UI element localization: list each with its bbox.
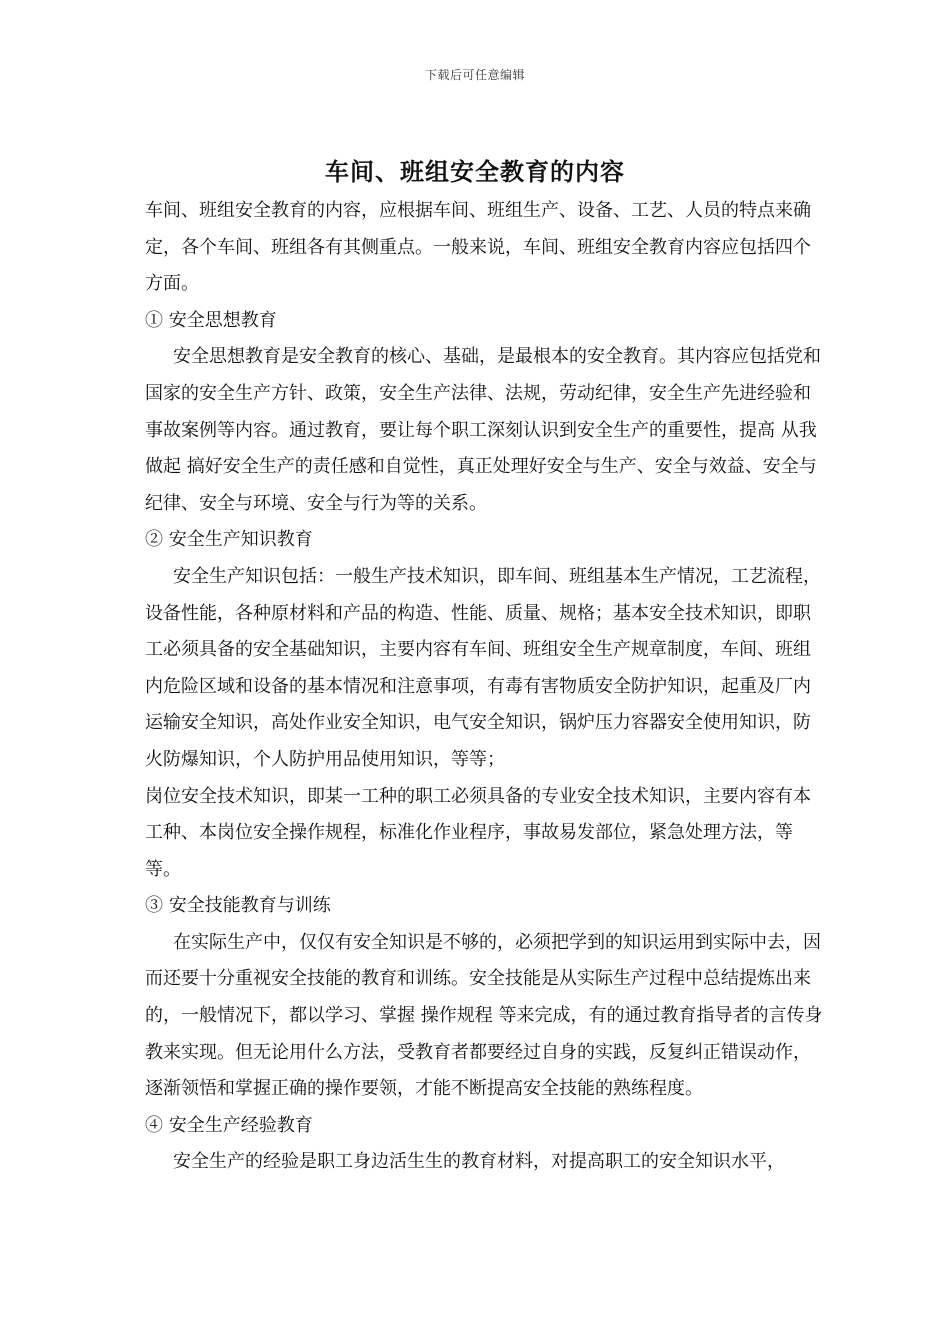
document-body — [145, 193, 825, 1181]
section-paragraph: 安全生产知识包括：一般生产技术知识，即车间、班组基本生产情况，工艺流程，设备性能，各种原材料和产品的构造、性能、质量、规格；基本安全技术知识，即职工必须具备的安全基础知识，主要内容有车间、班组安全生产规章制度，车间、班组内危险区域和设备的基本情况和注意事项，有毒有害物质安全防护知识，起重及厂内运输安全知识，高处作业安全知识，电气安全知识，锅炉压力容器安全使用知识，防火防爆知识，个人防护用品使用知识，等等； — [145, 565, 821, 770]
section-heading-ideology: ① 安全思想教育 — [145, 309, 277, 331]
section-heading-skills: ③ 安全技能教育与训练 — [145, 895, 331, 917]
section-heading-knowledge: ② 安全生产知识教育 — [145, 529, 313, 551]
section-heading-experience: ④ 安全生产经验教育 — [145, 1114, 313, 1136]
page-header-note: 下载后可任意编辑 — [424, 68, 525, 82]
section-paragraph: 安全生产的经验是职工身边活生生的教育材料，对提高职工的安全知识水平， — [173, 1151, 785, 1173]
section-paragraph: 安全思想教育是安全教育的核心、基础，是最根本的安全教育。其内容应包括党和国家的安全生产方针、政策，安全生产法律、法规，劳动纪律，安全生产先进经验和事故案例等内容。通过教育，要让每个职工深刻认识到安全生产的重要性，提高 从我做起 搞好安全生产的责任感和自觉性，真正处理好安全与生产、安全与效益、安全与纪律、安全与环境、安全与行为等的关系。 — [145, 346, 821, 514]
section-paragraph: 在实际生产中，仅仅有安全知识是不够的，必须把学到的知识运用到实际中去，因而还要十分重视安全技能的教育和训练。安全技能是从实际生产过程中总结提炼出来的，一般情况下，都以学习、掌握 操作规程 等来完成，有的通过教育指导者的言传身教来实现。但无论用什么方法，受教育者都要经过自身的实践，反复纠正错误动作，逐渐领悟和掌握正确的操作要领，才能不断提高安全技能的熟练程度。 — [145, 931, 823, 1100]
section-paragraph: 岗位安全技术知识，即某一工种的职工必须具备的专业安全技术知识，主要内容有本工种、本岗位安全操作规程，标准化作业程序，事故易发部位，紧急处理方法，等等。 — [145, 785, 811, 880]
document-title: 车间、班组安全教育的内容 — [325, 157, 625, 186]
intro-paragraph: 车间、班组安全教育的内容，应根据车间、班组生产、设备、工艺、人员的特点来确定，各个车间、班组各有其侧重点。一般来说，车间、班组安全教育内容应包括四个方面。 — [145, 200, 811, 295]
